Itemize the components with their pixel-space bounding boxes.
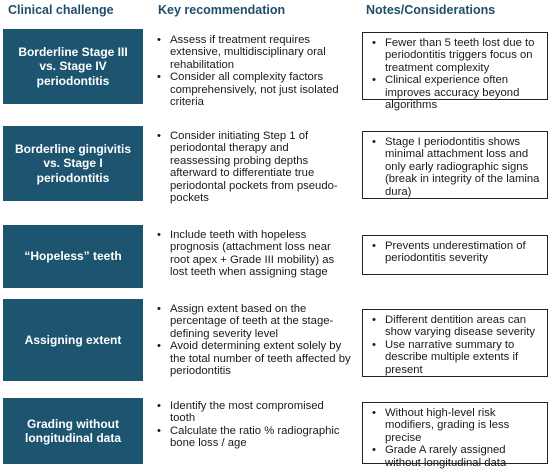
recommendation-list [152,229,352,279]
notes-box [362,235,548,275]
header-key-recommendation: Key recommendation [158,3,286,17]
recommendation-item: • Avoid determining extent solely by the total number of teeth affected by periodontitis [152,340,352,377]
recommendation-list [152,130,352,204]
recommendation-item: • Identify the most compromised tooth [152,400,352,425]
recommendation-item: • Calculate the ratio % radiographic bone loss / age [152,425,352,450]
challenge-box: Assigning extent [3,299,143,381]
note-item: • Fewer than 5 teeth lost due to periodontitis triggers focus on treatment complexity [367,37,543,74]
note-item: • Prevents underestimation of periodontitis severity [367,240,543,265]
notes-box [362,309,548,377]
note-item: • Stage I periodontitis shows minimal attachment loss and only early radiographic signs (break in integrity of the lamina dura) [367,136,543,198]
notes-box [362,131,548,199]
note-item: • Without high-level risk modifiers, grading is less precise [367,407,543,444]
header-clinical-challenge: Clinical challenge [8,3,114,17]
recommendation-list [152,400,352,450]
header-notes: Notes/Considerations [366,3,496,17]
recommendation-item: • Assign extent based on the percentage of teeth at the stage-defining severity level [152,303,352,340]
recommendation-item: • Include teeth with hopeless prognosis (attachment loss near root apex + Grade III mobility) as lost teeth when assigning stage [152,229,352,279]
recommendation-item: • Consider initiating Step 1 of periodontal therapy and reassessing probing depths afterward to differentiate true periodontal pockets from pseudo-pockets [152,130,352,204]
recommendation-list [152,34,352,108]
challenge-box: “Hopeless” teeth [3,225,143,288]
note-item: • Clinical experience often improves accuracy beyond algorithms [367,74,543,111]
notes-box [362,32,548,112]
note-item: • Use narrative summary to describe multiple extents if present [367,339,543,376]
notes-box [362,402,548,469]
recommendation-item: • Consider all complexity factors comprehensively, not just isolated criteria [152,71,352,108]
challenge-box: Grading without longitudinal data [3,398,143,464]
note-item: • Grade A rarely assigned without longitudinal data [367,444,543,469]
recommendation-list [152,303,352,377]
note-item: • Different dentition areas can show varying disease severity [367,314,543,339]
recommendation-item: • Assess if treatment requires extensive, multidisciplinary oral rehabilitation [152,34,352,71]
challenge-box: Borderline Stage III vs. Stage IV periodontitis [3,29,143,104]
challenge-box: Borderline gingivitis vs. Stage I periodontitis [3,126,143,201]
